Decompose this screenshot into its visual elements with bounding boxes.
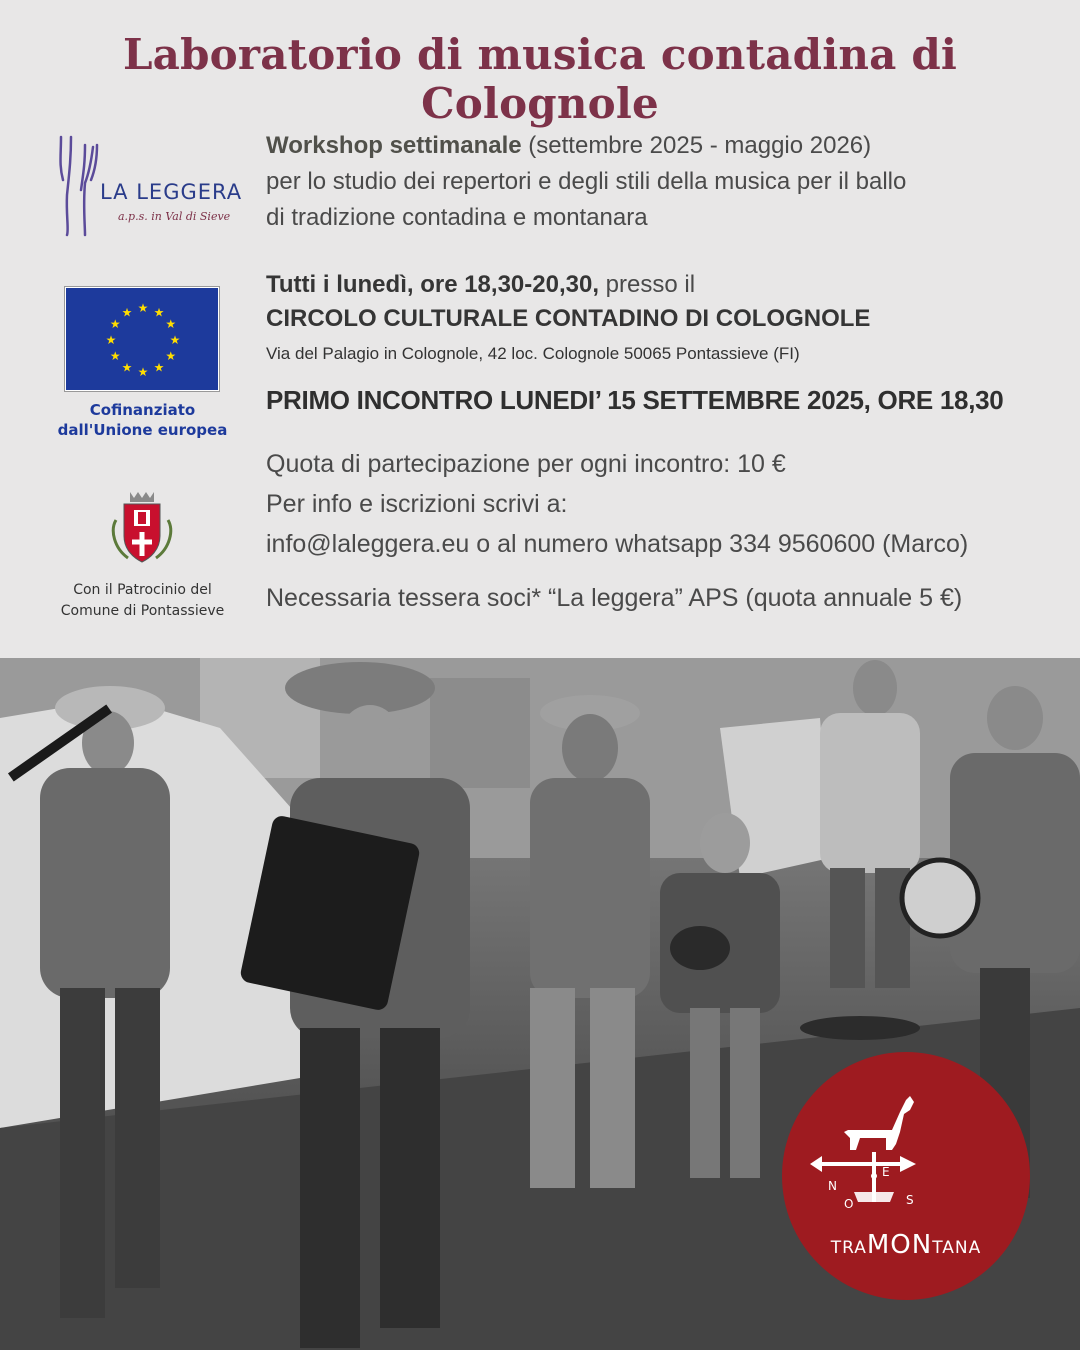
schedule-block [266,268,870,336]
compass-s-label: S [906,1193,914,1207]
tramontana-name-pre: TRA [830,1238,867,1258]
eu-star-icon: ★ [165,317,177,331]
laleggera-subtitle: a.p.s. in Val di Sieve [118,210,231,223]
eu-caption-line-2: dall'Unione europea [57,421,228,439]
schedule-presso: presso il [599,271,696,298]
eu-star-icon: ★ [121,305,133,320]
eu-star-icon: ★ [153,305,165,320]
workshop-description [266,128,906,236]
eu-cofinancing-caption [40,400,245,440]
schedule-when: Tutti i lunedì, ore 18,30-20,30, [266,271,599,298]
compass-n-label: N [828,1179,837,1193]
eu-star-icon: ★ [165,349,177,363]
eu-star-icon: ★ [105,333,117,347]
fee-text: Quota di partecipazione per ogni incontro: 10 € [266,450,786,478]
page-title: Laboratorio di musica contadina di Colognole [122,30,958,128]
tramontana-badge [782,1052,1030,1300]
eu-star-icon: ★ [137,301,149,315]
first-meeting: PRIMO INCONTRO LUNEDI’ 15 SETTEMBRE 2025, ORE 18,30 [266,385,1004,415]
eu-star-icon: ★ [109,349,121,363]
venue-name: CIRCOLO CULTURALE CONTADINO DI COLOGNOLE [266,305,871,332]
membership-note: Necessaria tessera soci* “La leggera” APS (quota annuale 5 €) [266,584,963,612]
eu-star-icon: ★ [121,360,133,375]
venue-address: Via del Palagio in Colognole, 42 loc. Colognole 50065 Pontassieve (FI) [266,344,800,363]
workshop-line-2: per lo studio dei repertori e degli stili della musica per il ballo [266,168,907,195]
eu-star-icon: ★ [137,365,149,379]
eu-caption-line-1: Cofinanziato [89,401,196,419]
weathervane-goat-icon [782,1052,1030,1300]
tramontana-name [782,1230,1030,1260]
tramontana-name-mid: MON [866,1230,933,1260]
registration-text: Per info e iscrizioni scrivi a: [266,490,568,518]
patronage-line-2: Comune di Pontassieve [60,603,225,619]
contact-text[interactable]: info@laleggera.eu o al numero whatsapp 334 9560600 (Marco) [266,530,969,558]
eu-star-icon: ★ [109,317,121,331]
pontassieve-crest-icon [108,490,176,568]
eu-star-icon: ★ [169,333,181,347]
workshop-heading: Workshop settimanale [266,132,522,159]
eu-star-icon: ★ [153,360,165,375]
compass-e-label: E [882,1165,890,1179]
workshop-line-3: di tradizione contadina e montanara [266,204,648,231]
info-block [266,444,968,564]
laleggera-name: LA LEGGERA [100,180,243,204]
compass-o-label: O [844,1197,854,1211]
workshop-period: (settembre 2025 - maggio 2026) [521,132,872,159]
tramontana-name-post: TANA [932,1238,982,1258]
patronage-line-1: Con il Patrocinio del [73,582,212,598]
patronage-caption [40,580,245,622]
eu-flag-icon [65,287,219,391]
